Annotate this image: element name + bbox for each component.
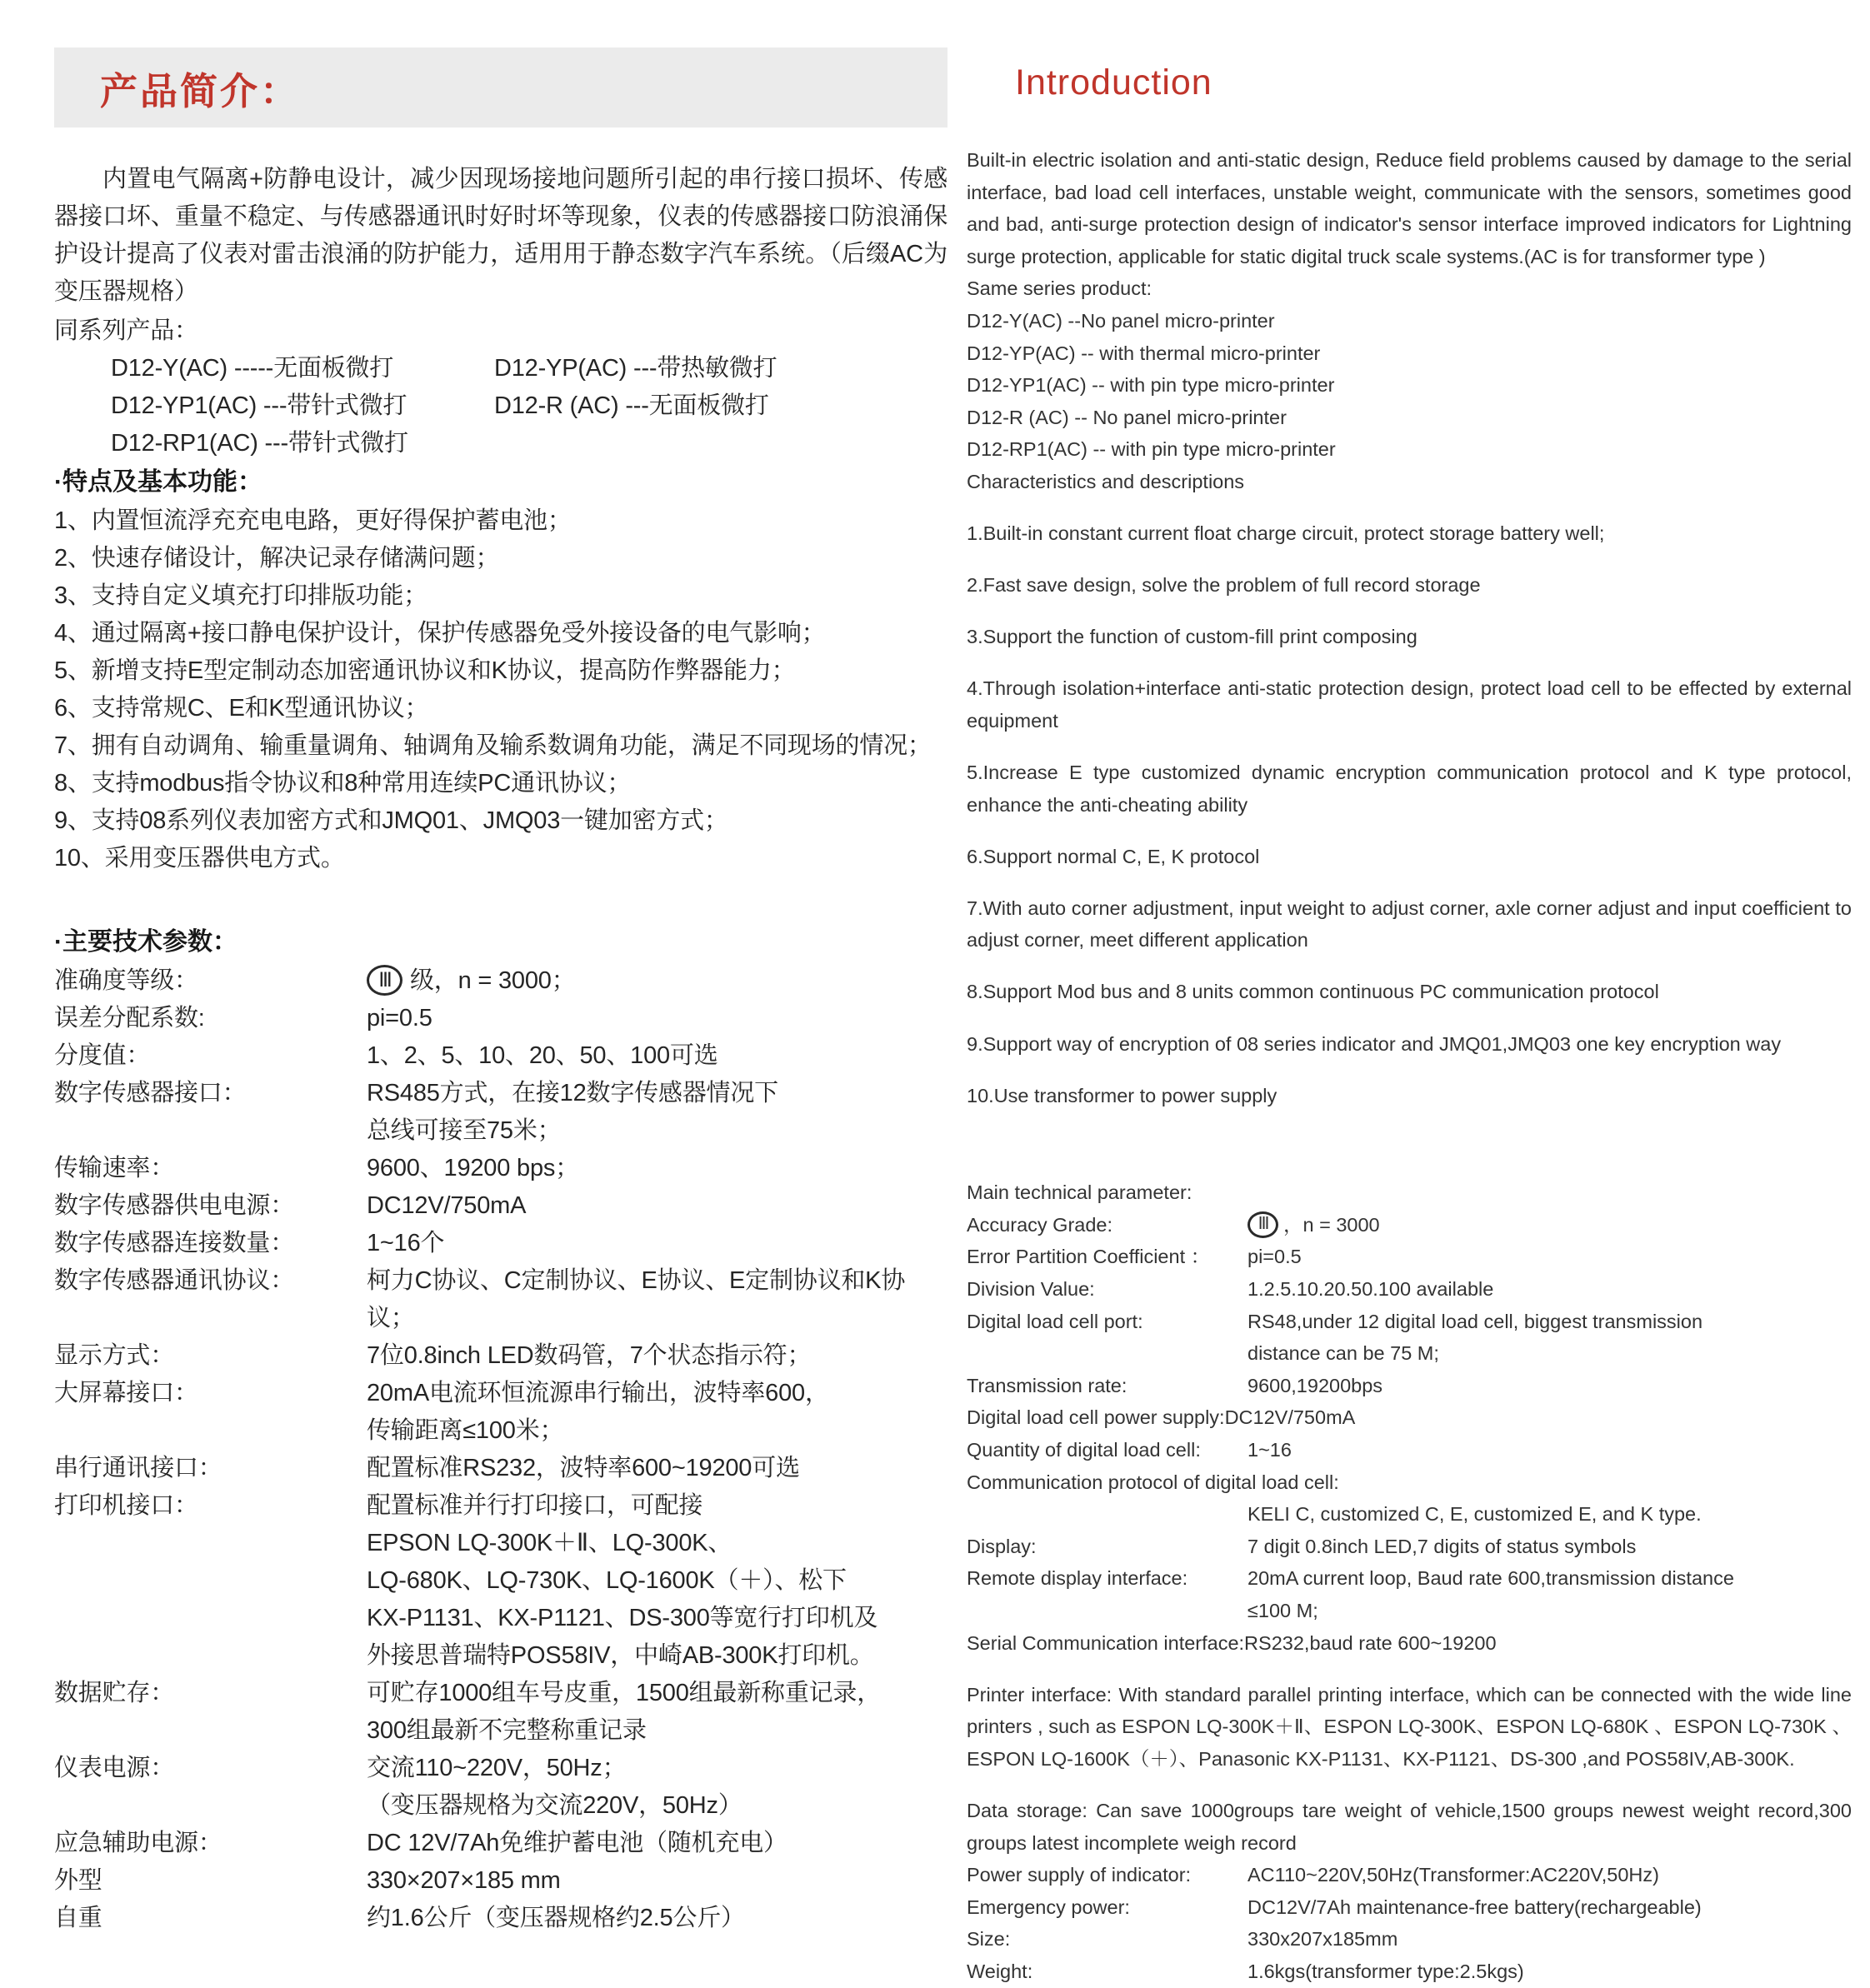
param-row xyxy=(54,1450,948,1487)
param-value-line-en: 9600,19200bps xyxy=(1248,1374,1383,1396)
param-value-line-en: 1.2.5.10.20.50.100 available xyxy=(1248,1278,1494,1301)
param-label-en: Remote display interface: xyxy=(967,1567,1188,1590)
param-value-line-en: RS48,under 12 digital load cell, biggest transmission xyxy=(1248,1310,1703,1332)
param-value-line: pi=0.5 xyxy=(367,1005,432,1031)
param-row xyxy=(54,1187,948,1225)
param-row xyxy=(54,1862,948,1900)
param-value-line: （变压器规格为交流220V，50Hz） xyxy=(367,1792,742,1819)
param-row xyxy=(54,1037,948,1075)
param-value-line-en xyxy=(1248,1209,1852,1241)
text-line-en: D12-YP(AC) -- with thermal micro-printer xyxy=(967,342,1321,364)
feature-item: 6、支持常规C、E和K型通讯协议； xyxy=(54,695,429,722)
param-value-line xyxy=(367,962,948,1000)
text-line-en: Same series product: xyxy=(967,277,1152,300)
body-english xyxy=(967,144,1852,1988)
param-value xyxy=(367,1675,948,1750)
param-value-line-en: AC110~220V,50Hz(Transformer:AC220V,50Hz) xyxy=(1248,1864,1659,1886)
param-value-line: EPSON LQ-300K＋Ⅱ、LQ-300K、 xyxy=(367,1530,732,1556)
intro-paragraph-cn: 内置电气隔离+防静电设计，减少因现场接地问题所引起的串行接口损坏、传感器接口坏、重量不稳定、与传感器通讯时好时坏等现象，仪表的传感器接口防浪涌保护设计提高了仪表对雷击浪涌的防护能力，适用用于静态数字汽车系统。（后缀AC为变压器规格） xyxy=(54,166,948,305)
param-value-line: 配置标准并行打印接口，可配接 xyxy=(367,1492,703,1519)
param-row xyxy=(54,1075,948,1150)
param-label: 大屏幕接口： xyxy=(54,1380,198,1406)
paragraph-en: 2.Fast save design, solve the problem of full record storage xyxy=(967,574,1481,597)
param-label-en: Accuracy Grade: xyxy=(967,1213,1113,1236)
param-label: 准确度等级： xyxy=(54,967,198,994)
product-item: D12-YP(AC) ---带热敏微打 xyxy=(494,355,778,382)
param-value-line: 300组最新不完整称重记录 xyxy=(367,1717,647,1744)
feature-list-cn xyxy=(54,502,948,877)
param-label: 误差分配系数: xyxy=(54,1005,205,1031)
param-label: 数据贮存： xyxy=(54,1680,175,1706)
param-value-line-en: 330x207x185mm xyxy=(1248,1928,1398,1951)
param-label: 数字传感器供电电源： xyxy=(54,1192,295,1219)
series-label-cn: 同系列产品： xyxy=(54,317,198,344)
param-label-en: Display: xyxy=(967,1535,1037,1557)
param-label: 串行通讯接口： xyxy=(54,1455,222,1481)
spacer xyxy=(967,1111,1852,1176)
param-value-en xyxy=(1248,1209,1852,1241)
param-row-en xyxy=(967,1209,1852,1241)
param-value-line: 柯力C协议、C定制协议、E协议、E定制协议和K协议； xyxy=(367,1267,906,1331)
param-value-en xyxy=(1248,1306,1852,1370)
param-label: 外型 xyxy=(54,1867,102,1894)
param-label: 显示方式： xyxy=(54,1342,175,1369)
feature-item: 1、内置恒流浮充充电电路，更好得保护蓄电池； xyxy=(54,507,572,534)
product-row xyxy=(54,425,948,462)
text-line-en: D12-RP1(AC) -- with pin type micro-printer xyxy=(967,438,1336,461)
param-row xyxy=(54,1825,948,1862)
param-row-en xyxy=(967,1562,1852,1626)
param-value-en xyxy=(1248,1891,1852,1924)
text-line-en: D12-R (AC) -- No panel micro-printer xyxy=(967,406,1287,428)
param-value xyxy=(367,1487,948,1675)
param-value-en xyxy=(1248,1370,1852,1402)
param-value xyxy=(367,1825,948,1862)
features-heading-cn: ·特点及基本功能： xyxy=(54,468,262,496)
param-value-line-en: distance can be 75 M; xyxy=(1248,1342,1439,1365)
param-row xyxy=(54,1262,948,1337)
paragraph-en: 5.Increase E type customized dynamic encryption communication protocol and K type protocol, enhance the anti-cheating ability xyxy=(967,762,1852,816)
param-row-en xyxy=(967,1370,1852,1402)
param-value-line: 1、2、5、10、20、50、100可选 xyxy=(367,1042,718,1069)
param-value-line: 可贮存1000组车号皮重，1500组最新称重记录， xyxy=(367,1680,882,1706)
param-value-line-en: 20mA current loop, Baud rate 600,transmission distance xyxy=(1248,1567,1734,1590)
param-label: 分度值： xyxy=(54,1042,151,1069)
text-line-en: Main technical parameter: xyxy=(967,1181,1192,1204)
param-row xyxy=(54,1225,948,1262)
param-value-en xyxy=(1248,1531,1852,1563)
param-value xyxy=(367,1000,948,1037)
text-line-en: D12-Y(AC) --No panel micro-printer xyxy=(967,309,1275,332)
product-row xyxy=(54,387,948,425)
param-row xyxy=(54,1150,948,1187)
param-value-line-en: ≤100 M; xyxy=(1248,1599,1318,1621)
param-value-en xyxy=(1248,1859,1852,1891)
param-label-en: Division Value: xyxy=(967,1278,1095,1301)
param-value xyxy=(367,1375,948,1450)
param-table-cn xyxy=(54,962,948,1937)
param-label: 数字传感器接口： xyxy=(54,1080,247,1106)
param-value xyxy=(367,1262,948,1337)
param-row xyxy=(54,1337,948,1375)
param-value-line-en: 1.6kgs(transformer type:2.5kgs) xyxy=(1248,1960,1524,1982)
param-label-en: Error Partition Coefficient ： xyxy=(967,1246,1211,1268)
param-value-en xyxy=(1248,1241,1852,1273)
feature-item: 5、新增支持E型定制动态加密通讯协议和K协议，提高防作弊器能力； xyxy=(54,657,796,684)
param-label-en: Weight: xyxy=(967,1960,1033,1982)
param-value-line-en: 1~16 xyxy=(1248,1439,1292,1461)
param-row-en xyxy=(967,1859,1852,1891)
param-row-en xyxy=(967,1531,1852,1563)
param-value-line: 配置标准RS232，波特率600~19200可选 xyxy=(367,1455,800,1481)
param-value xyxy=(367,1037,948,1075)
paragraph-en: Data storage: Can save 1000groups tare weight of vehicle,1500 groups newest weight record,300 groups latest incomplete weigh record xyxy=(967,1799,1852,1854)
param-value-line: 外接思普瑞特POS58IV，中崎AB-300K打印机。 xyxy=(367,1642,874,1669)
param-value xyxy=(367,1225,948,1262)
param-value-line: LQ-680K、LQ-730K、LQ-1600K（＋）、松下 xyxy=(367,1567,847,1594)
left-column-chinese xyxy=(54,0,948,1937)
feature-item: 10、采用变压器供电方式。 xyxy=(54,845,345,872)
feature-item: 9、支持08系列仪表加密方式和JMQ01、JMQ03一键加密方式； xyxy=(54,807,728,834)
param-row xyxy=(54,962,948,1000)
param-value xyxy=(367,1337,948,1375)
param-value xyxy=(367,1075,948,1150)
param-value xyxy=(367,962,948,1000)
param-value-line: DC12V/750mA xyxy=(367,1192,527,1219)
param-value-line: RS485方式，在接12数字传感器情况下 xyxy=(367,1080,778,1106)
paragraph-en: 10.Use transformer to power supply xyxy=(967,1084,1278,1106)
paragraph-en: Printer interface: With standard parallel printing interface, which can be connected with the wide line printers , such as ESPON LQ-300K＋Ⅱ、ESPON LQ-300K、ESPON LQ-680K 、ESPON LQ-730K 、ESPON LQ-1600K（＋）、Panasonic KX-P1131、KX-P1121、DS-300 ,and POS58IV,AB-300K. xyxy=(967,1683,1852,1770)
section-banner-title: 产品简介： xyxy=(100,69,301,112)
param-label: 数字传感器连接数量： xyxy=(54,1230,295,1256)
feature-item: 2、快速存储设计，解决记录存储满问题； xyxy=(54,545,500,572)
product-item: D12-R (AC) ---无面板微打 xyxy=(494,392,769,419)
paragraph-en: 6.Support normal C, E, K protocol xyxy=(967,845,1260,867)
param-label: 打印机接口： xyxy=(54,1492,198,1519)
param-value-line-en: pi=0.5 xyxy=(1248,1246,1302,1268)
paragraph-en: 9.Support way of encryption of 08 series indicator and JMQ01,JMQ03 one key encryption way xyxy=(967,1032,1782,1055)
text-line-en: Characteristics and descriptions xyxy=(967,470,1245,492)
param-value-en xyxy=(1248,1434,1852,1466)
param-row-en xyxy=(967,1923,1852,1956)
text-line-en: Communication protocol of digital load cell: xyxy=(967,1471,1339,1493)
param-value xyxy=(367,1187,948,1225)
param-value-line-en: DC12V/7Ah maintenance-free battery(rechargeable) xyxy=(1248,1896,1702,1918)
param-value-line: 9600、19200 bps； xyxy=(367,1155,579,1181)
param-row xyxy=(54,1000,948,1037)
param-label: 自重 xyxy=(54,1905,102,1931)
param-row xyxy=(54,1675,948,1750)
paragraph-en: 4.Through isolation+interface anti-static protection design, protect load cell to be effected by external equipment xyxy=(967,677,1852,732)
text-line-en: D12-YP1(AC) -- with pin type micro-printer xyxy=(967,374,1335,397)
param-row-en xyxy=(967,1434,1852,1466)
param-value-text: 级，n = 3000； xyxy=(410,967,576,994)
param-value-line: 20mA电流环恒流源串行输出，波特率600， xyxy=(367,1380,829,1406)
param-label: 仪表电源： xyxy=(54,1755,175,1781)
feature-item: 3、支持自定义填充打印排版功能； xyxy=(54,582,428,609)
text-line-en: Digital load cell power supply:DC12V/750mA xyxy=(967,1406,1356,1429)
param-value-line: 传输距离≤100米； xyxy=(367,1417,564,1444)
paragraph-en: 7.With auto corner adjustment, input weight to adjust corner, axle corner adjust and input coefficient to adjust corner, meet different application xyxy=(967,897,1852,952)
product-list-cn xyxy=(54,350,948,462)
param-label: 应急辅助电源： xyxy=(54,1830,222,1856)
params-heading-cn: ·主要技术参数： xyxy=(54,928,238,956)
param-row xyxy=(54,1375,948,1450)
param-value-line: DC 12V/7Ah免维护蓄电池（随机充电） xyxy=(367,1830,788,1856)
paragraph-en: Built-in electric isolation and anti-static design, Reduce field problems caused by damage to the serial interface, bad load cell interfaces, unstable weight, communicate with the sensors, sometimes good and bad, anti-surge protection design of indicator's sensor interface improved indicators for Lightning surge protection, applicable for static digital truck scale systems.(AC is for transformer type ) xyxy=(967,149,1852,267)
feature-item: 8、支持modbus指令协议和8种常用连续PC通讯协议； xyxy=(54,770,632,797)
param-value-en xyxy=(1248,1956,1852,1988)
indented-value-en: KELI C, customized C, E, customized E, and K type. xyxy=(1248,1503,1702,1526)
param-label-en: Power supply of indicator: xyxy=(967,1864,1192,1886)
param-row xyxy=(54,1487,948,1675)
param-label: 传输速率： xyxy=(54,1155,175,1181)
param-value-line: KX-P1131、KX-P1121、DS-300等宽行打印机及 xyxy=(367,1605,878,1631)
param-label-en: Digital load cell port: xyxy=(967,1310,1143,1332)
param-row xyxy=(54,1750,948,1825)
param-row-en xyxy=(967,1891,1852,1924)
param-row-en xyxy=(967,1956,1852,1988)
param-value-line: 330×207×185 mm xyxy=(367,1867,561,1894)
accuracy-class-3-icon: Ⅲ xyxy=(367,965,402,996)
text-line-en: Serial Communication interface:RS232,baud rate 600~19200 xyxy=(967,1631,1497,1654)
param-label: 数字传感器通讯协议： xyxy=(54,1267,295,1294)
param-row-en xyxy=(967,1241,1852,1273)
param-row-en xyxy=(967,1306,1852,1370)
param-label-en: Transmission rate: xyxy=(967,1374,1128,1396)
param-value-line: 交流110~220V，50Hz； xyxy=(367,1755,627,1781)
product-item xyxy=(494,425,948,462)
param-row xyxy=(54,1900,948,1937)
param-label-en: Quantity of digital load cell: xyxy=(967,1439,1201,1461)
param-value-text-en: ，n = 3000 xyxy=(1283,1213,1380,1236)
product-row xyxy=(54,350,948,387)
param-value-line: 7位0.8inch LED数码管，7个状态指示符； xyxy=(367,1342,812,1369)
param-value-en xyxy=(1248,1273,1852,1306)
accuracy-class-3-icon: Ⅲ xyxy=(1248,1211,1278,1238)
param-row-en xyxy=(967,1273,1852,1306)
param-value-line: 总线可接至75米； xyxy=(367,1117,562,1144)
param-value xyxy=(367,1862,948,1900)
param-label-en: Emergency power: xyxy=(967,1896,1130,1918)
feature-item: 7、拥有自动调角、输重量调角、轴调角及输系数调角功能，满足不同现场的情况； xyxy=(54,732,932,759)
param-value-en xyxy=(1248,1562,1852,1626)
paragraph-en: 1.Built-in constant current float charge circuit, protect storage battery well; xyxy=(967,522,1605,545)
right-column-english xyxy=(967,0,1852,1988)
param-value xyxy=(367,1450,948,1487)
param-value-line: 约1.6公斤（变压器规格约2.5公斤） xyxy=(367,1905,745,1931)
param-value-en xyxy=(1248,1923,1852,1956)
product-item: D12-RP1(AC) ---带针式微打 xyxy=(111,430,408,457)
param-value-line-en: 7 digit 0.8inch LED,7 digits of status symbols xyxy=(1248,1535,1637,1557)
param-value xyxy=(367,1900,948,1937)
paragraph-en: 3.Support the function of custom-fill print composing xyxy=(967,626,1418,648)
param-value xyxy=(367,1750,948,1825)
feature-item: 4、通过隔离+接口静电保护设计，保护传感器免受外接设备的电气影响； xyxy=(54,620,826,647)
param-value xyxy=(367,1150,948,1187)
paragraph-en: 8.Support Mod bus and 8 units common continuous PC communication protocol xyxy=(967,981,1659,1003)
product-item: D12-YP1(AC) ---带针式微打 xyxy=(111,392,408,419)
section-banner xyxy=(54,47,948,127)
page-title-en: Introduction xyxy=(1015,62,1212,102)
param-value-line: 1~16个 xyxy=(367,1230,445,1256)
param-label-en: Size: xyxy=(967,1928,1011,1951)
product-item: D12-Y(AC) -----无面板微打 xyxy=(111,355,394,382)
